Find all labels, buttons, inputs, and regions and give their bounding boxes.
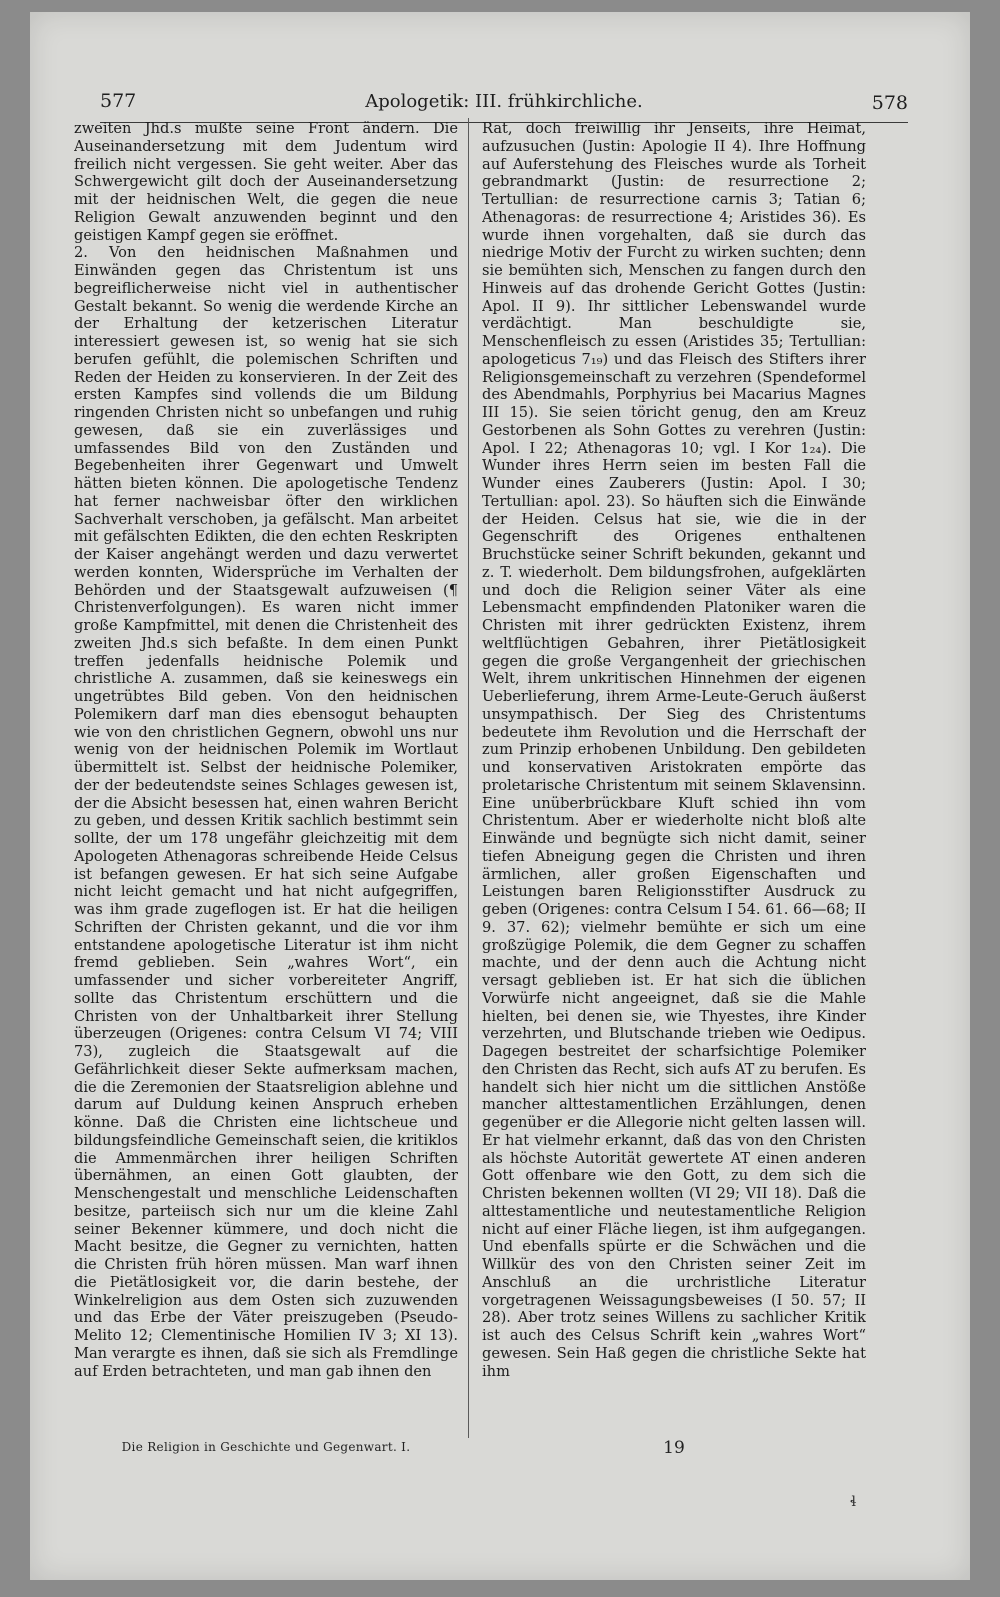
page-number-right: 578 (871, 92, 908, 114)
left-paragraph-2: 2. Von den heidnischen Maßnahmen und Einwänden gegen das Christentum ist uns begreiflicherweise nicht viel in authentischer Gestalt bekannt. So wenig die werdende Kirche an der Erhaltung der ketzerischen Literatur interessiert gewesen ist, so wenig hat sie sich berufen gefühlt, die polemischen Schriften und Reden der Heiden zu konservieren. In der Zeit des ersten Kampfes sind vollends die um Bildung ringenden Christen nicht so unbefangen und ruhig gewesen, daß sie ein zuverlässiges und umfassendes Bild von den Zuständen und Begebenheiten ihrer Gegenwart und Umwelt hätten bieten können. Die apologetische Tendenz hat ferner nachweisbar öfter den wirklichen Sachverhalt verschoben, ja gefälscht. Man arbeitet mit gefälschten Edikten, die den echten Reskripten der Kaiser angehängt werden und dazu verwertet werden konnten, Widersprüche im Verhalten der Behörden und der Staatsgewalt aufzuweisen (¶ Christenverfolgungen). Es waren nicht immer große Kampfmittel, mit denen die Christenheit des zweiten Jhd.s sich befaßte. In dem einen Punkt treffen jedenfalls heidnische Polemik und christliche A. zusammen, daß sie keineswegs ein ungetrübtes Bild geben. Von den heidnischen Polemikern darf man dies ebensogut behaupten wie von den christlichen Gegnern, obwohl uns nur wenig von der heidnischen Polemik im Wortlaut übermittelt ist. Selbst der heidnische Polemiker, der der bedeutendste seines Schlages gewesen ist, der die Absicht besessen hat, einen wahren Bericht zu geben, und dessen Kritik sachlich bestimmt sein sollte, der um 178 ungefähr gleichzeitig mit dem Apologeten Athenagoras schreibende Heide Celsus ist befangen gewesen. Er hat sich seine Aufgabe nicht leicht gemacht und hat nicht aufgegriffen, was ihm grade zugeflogen ist. Er hat die heiligen Schriften der Christen gekannt, und die vor ihm entstandene apologetische Literatur ist ihm nicht fremd geblieben. Sein „wahres Wort“, ein umfassender und sicher vorbereiteter Angriff, sollte das Christentum erschüttern und die Christen von der Unhaltbarkeit ihrer Stellung überzeugen (Origenes: contra Celsum VI 74; VIII 73), zugleich die Staatsgewalt auf die Gefährlichkeit dieser Sekte aufmerksam machen, die die Zeremonien der Staatsreligion ablehne und darum auf Duldung keinen Anspruch erheben könne. Daß die Christen eine lichtscheue und bildungsfeindliche Gemeinschaft seien, die kritiklos die Ammenmärchen ihrer heiligen Schriften übernähmen, an einen Gott glaubten, der Menschengestalt und menschliche Leidenschaften besitze, parteiisch sich nur um die kleine Zahl seiner Bekenner kümmere, und doch nicht die Macht besitze, die Gegner zu vernichten, hatten die Christen früh hören müssen. Man warf ihnen die Pietätlosigkeit vor, die darin bestehe, der Winkelreligion aus dem Osten sich zuzuwenden und das Erbe der Väter preiszugeben (Pseudo-Melito 12; Clementinische Homilien IV 3; XI 13). Man verargte es ihnen, daß sie sich als Fremdlinge auf Erden betrachteten, und man gab ihnen den (74, 244, 458, 1380)
right-paragraph-1: Rat, doch freiwillig ihr Jenseits, ihre Heimat, aufzusuchen (Justin: Apologie II 4). Ihre Hoffnung auf Auferstehung des Fleisches wurde als Torheit gebrandmarkt (Justin: de resurrectione 2; Tertullian: de resurrectione carnis 3; Tatian 6; Athenagoras: de resurrectione 4; Aristides 36). Es wurde ihnen vorgehalten, daß sie durch das niedrige Motiv der Furcht zu wirken suchten; denn sie bemühten sich, Menschen zu fangen durch den Hinweis auf das drohende Gericht Gottes (Justin: Apol. II 9). Ihr sittlicher Lebenswandel wurde verdächtigt. Man beschuldigte sie, Menschenfleisch zu essen (Aristides 35; Tertullian: apologeticus 7₁₉) und das Fleisch des Stifters ihrer Religionsgemeinschaft zu verzehren (Spendeformel des Abendmahls, Porphyrius bei Macarius Magnes III 15). Sie seien töricht genug, den am Kreuz Gestorbenen als Sohn Gottes zu verehren (Justin: Apol. I 22; Athenagoras 10; vgl. I Kor 1₂₄). Die Wunder ihres Herrn seien im besten Fall die Wunder eines Zauberers (Justin: Apol. I 30; Tertullian: apol. 23). So häuften sich die Einwände der Heiden. Celsus hat sie, wie die in der Gegenschrift des Origenes enthaltenen Bruchstücke seiner Schrift bekunden, gekannt und z. T. wiederholt. Dem bildungsfrohen, aufgeklärten und doch die Religion seiner Väter als eine Lebensmacht empfindenden Platoniker waren die Christen mit ihrer gedrückten Existenz, ihrem weltflüchtigen Gebahren, ihrer Pietätlosigkeit gegen die große Vergangenheit der griechischen Welt, ihrem unkritischen Hinnehmen der eigenen Ueberlieferung, ihrem Arme-Leute-Geruch äußerst unsympathisch. Der Sieg des Christentums bedeutete ihm Revolution und die Herrschaft der zum Prinzip erhobenen Unbildung. Den gebildeten und konservativen Aristokraten empörte das proletarische Christentum mit seinem Sklavensinn. Eine unüberbrückbare Kluft schied ihn vom Christentum. Aber er wiederholte nicht bloß alte Einwände und begnügte sich nicht damit, seiner tiefen Abneigung gegen die Christen und ihren ärmlichen, aller großen Eigenschaften und Leistungen baren Religionsstifter Ausdruck zu geben (Origenes: contra Celsum I 54. 61. 66—68; II 9. 37. 62); vielmehr bemühte er sich um eine großzügige Polemik, die dem Gegner zu schaffen machte, und der denn auch die Achtung nicht versagt geblieben ist. Er hat sich die üblichen Vorwürfe nicht angeeignet, daß sie die Mahle hielten, bei denen sie, wie Thyestes, ihre Kinder verzehrten, und Blutschande trieben wie Oedipus. Dagegen bestreitet der scharfsichtige Polemiker den Christen das Recht, sich aufs AT zu berufen. Es handelt sich hier nicht um die sittlichen Anstöße mancher alttestamentlichen Erzählungen, denen gegenüber er die Allegorie nicht gelten lassen will. Er hat vielmehr erkannt, daß das von den Christen als höchste Autorität gewertete AT einen anderen Gott offenbare wie den Gott, zu dem sich die Christen bekennen wollten (VI 29; VII 18). Daß die alttestamentliche und neutestamentliche Religion nicht auf einer Fläche liegen, ist ihm aufgegangen. Und ebenfalls spürte er die Schwächen und die Willkür des von den Christen seiner Zeit im Anschluß an die urchristliche Literatur vorgetragenen Weissagungsbeweises (I 50. 57; II 28). Aber trotz seines Willens zu sachlicher Kritik ist auch des Celsus Schrift kein „wahres Wort“ gewesen. Sein Haß gegen die christliche Sekte hat ihm (482, 120, 866, 1380)
column-divider (468, 118, 469, 1438)
left-paragraph-1: zweiten Jhd.s mußte seine Front ändern. Die Auseinandersetzung mit dem Judentum wird freilich nicht vergessen. Sie geht weiter. Aber das Schwergewicht gilt doch der Auseinandersetzung mit der heidnischen Welt, die gegen die neue Religion Gewalt anzuwenden beginnt und den geistigen Kampf gegen sie eröffnet. (74, 120, 458, 244)
right-column (482, 120, 866, 1435)
page-number-left: 577 (100, 90, 137, 112)
footer-source-line: Die Religion in Geschichte und Gegenwart. I. (121, 1440, 411, 1454)
signature-mark: 19 (663, 1438, 685, 1458)
running-head (100, 90, 908, 120)
left-column (74, 120, 458, 1435)
running-title: Apologetik: III. frühkirchliche. (365, 91, 643, 112)
stray-mark: ɬ (850, 1494, 857, 1510)
